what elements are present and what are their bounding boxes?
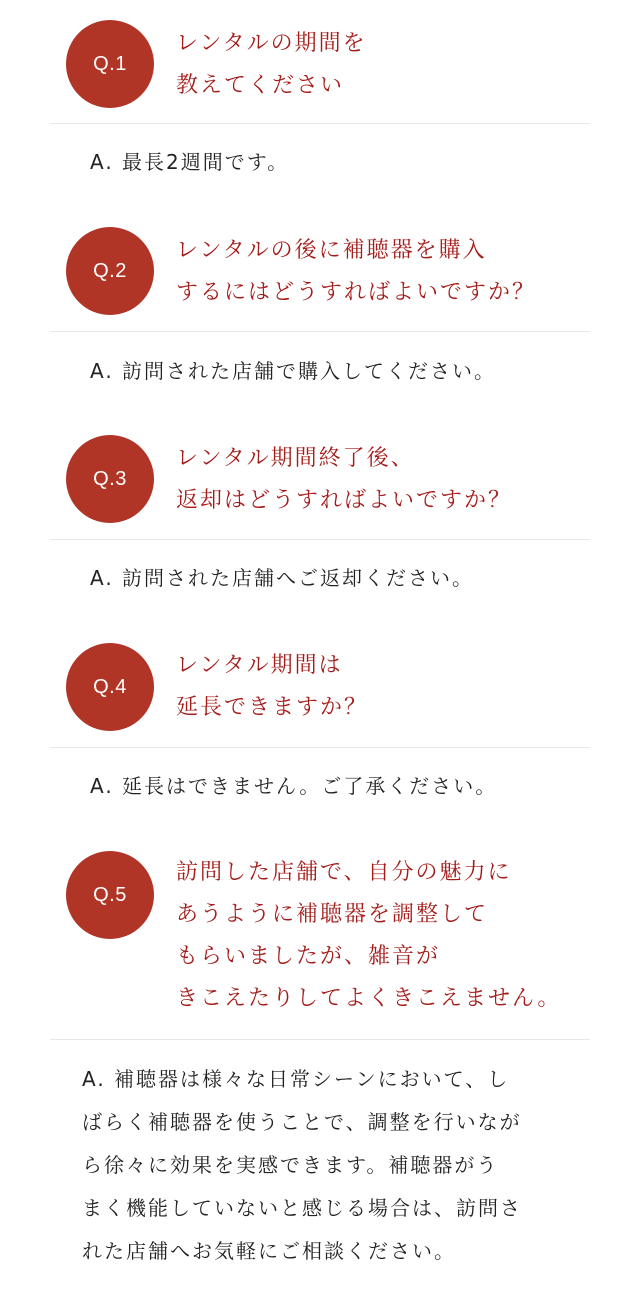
question-line: もらいましたが、雑音が xyxy=(176,944,441,969)
question-line: レンタル期間終了後、 xyxy=(176,446,415,471)
question-text xyxy=(176,230,590,314)
question-badge: Q.2 xyxy=(66,227,154,315)
question-badge: Q.5 xyxy=(66,851,154,939)
answer-line: ら徐々に効果を実感できます。補聴器がう xyxy=(82,1153,499,1177)
answer-text xyxy=(82,1058,580,1273)
divider xyxy=(50,331,590,332)
answer-line: ばらく補聴器を使うことで、調整を行いなが xyxy=(82,1110,522,1134)
answer-line: れた店舗へお気軽にご相談ください。 xyxy=(82,1239,456,1263)
question-line: 延長できますか？ xyxy=(176,695,369,720)
divider xyxy=(50,1039,590,1040)
question-line: 教えてください xyxy=(176,73,345,98)
answer-line: A. 補聴器は様々な日常シーンにおいて、し xyxy=(82,1067,510,1091)
question-text xyxy=(176,23,590,107)
question-line: レンタル期間は xyxy=(176,653,343,678)
question-badge: Q.1 xyxy=(66,20,154,108)
answer-text: A. 訪問された店舗で購入してください。 xyxy=(90,359,497,383)
question-line: あうように補聴器を調整して xyxy=(176,902,489,927)
question-line: 返却はどうすればよいですか？ xyxy=(176,488,513,513)
divider xyxy=(50,123,590,124)
answer-text: A. 訪問された店舗へご返却ください。 xyxy=(90,566,475,590)
divider xyxy=(50,747,590,748)
question-line: 訪問した店舗で、自分の魅力に xyxy=(176,860,512,885)
question-line: するにはどうすればよいですか？ xyxy=(176,280,537,305)
question-text xyxy=(176,852,590,1020)
question-line: レンタルの期間を xyxy=(176,31,367,56)
question-badge: Q.4 xyxy=(66,643,154,731)
answer-line: まく機能していないと感じる場合は、訪問さ xyxy=(82,1196,522,1220)
question-text xyxy=(176,438,590,522)
divider xyxy=(50,539,590,540)
question-line: レンタルの後に補聴器を購入 xyxy=(176,238,487,263)
answer-text: A. 最長2週間です。 xyxy=(90,150,290,174)
question-line: きこえたりしてよくきこえません。 xyxy=(176,986,562,1011)
question-text xyxy=(176,645,590,729)
answer-text: A. 延長はできません。ご了承ください。 xyxy=(90,774,498,798)
question-badge: Q.3 xyxy=(66,435,154,523)
